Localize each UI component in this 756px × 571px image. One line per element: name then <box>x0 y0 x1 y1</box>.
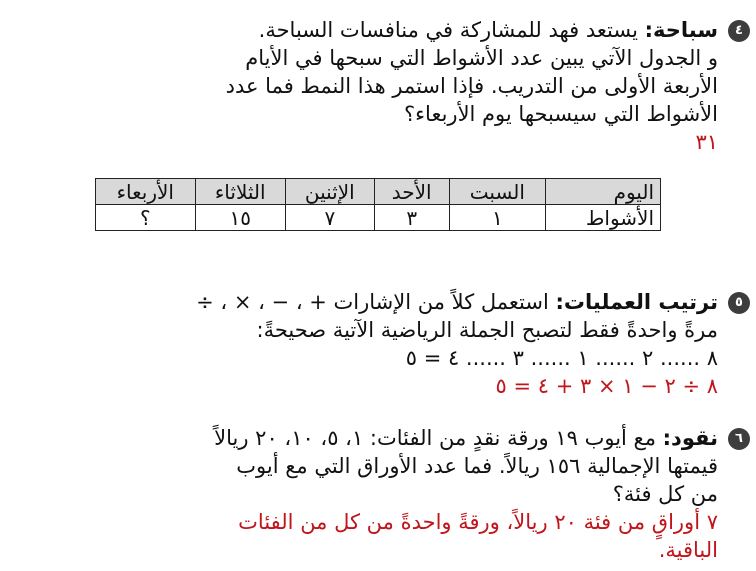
question-line <box>108 288 718 316</box>
question-5 <box>108 288 743 400</box>
question-text: يستعد فهد للمشاركة في منافسات السباحة. <box>258 18 645 42</box>
question-line: قيمتها الإجمالية ١٥٦ ريالاً. فما عدد الأوراق التي مع أيوب <box>236 454 718 478</box>
question-6 <box>108 424 743 564</box>
table-cell: الأشواط <box>546 205 661 231</box>
table-cell: ؟ <box>96 205 196 231</box>
table-header-cell: الأربعاء <box>96 179 196 205</box>
question-number-badge: ٤ <box>728 20 750 42</box>
question-number-badge: ٦ <box>728 428 750 450</box>
question-text: استعمل كلاً من الإشارات + ، − ، × ، ÷ <box>196 290 556 314</box>
table-cell: ١ <box>449 205 546 231</box>
question-line <box>108 16 718 44</box>
answer-text: ٨ ÷ ٢ − ١ × ٣ + ٤ = ٥ <box>495 374 718 398</box>
question-line: ٨ ...... ٢ ...... ١ ...... ٣ ...... ٤ = ٥ <box>405 346 718 370</box>
question-text: مع أيوب ١٩ ورقة نقدٍ من الفئات: ١، ٥، ١٠، ٢٠ ريالاً <box>214 426 663 450</box>
question-line: من كل فئة؟ <box>612 482 718 506</box>
question-line: و الجدول الآتي يبين عدد الأشواط التي سبحها في الأيام <box>245 46 718 70</box>
question-title: ترتيب العمليات: <box>555 290 718 314</box>
answer-text: ٣١ <box>695 130 718 154</box>
question-line: الأشواط التي سيسبحها يوم الأربعاء؟ <box>404 102 718 126</box>
answer-text: الباقية. <box>658 538 718 562</box>
table-header-cell: الثلاثاء <box>195 179 285 205</box>
question-line: مرةً واحدةً فقط لتصبح الجملة الرياضية الآتية صحيحةً: <box>256 318 718 342</box>
table-header-cell: الإثنين <box>285 179 374 205</box>
question-line: الأربعة الأولى من التدريب. فإذا استمر هذا النمط فما عدد <box>225 74 718 98</box>
table-row <box>96 205 661 231</box>
table-header-cell: الأحد <box>374 179 449 205</box>
question-line <box>108 424 718 452</box>
question-title: سباحة: <box>644 18 718 42</box>
table-cell: ١٥ <box>195 205 285 231</box>
question-number-badge: ٥ <box>728 292 750 314</box>
table-header-cell: السبت <box>449 179 546 205</box>
question-4 <box>108 16 743 156</box>
table-header-row <box>96 179 661 205</box>
laps-table <box>95 178 661 231</box>
question-title: نقود: <box>662 426 718 450</box>
answer-text: ٧ أوراقٍ من فئة ٢٠ ريالاً، ورقةً واحدةً من كل من الفئات <box>238 510 718 534</box>
table-header-cell: اليوم <box>546 179 661 205</box>
table-cell: ٧ <box>285 205 374 231</box>
table-cell: ٣ <box>374 205 449 231</box>
